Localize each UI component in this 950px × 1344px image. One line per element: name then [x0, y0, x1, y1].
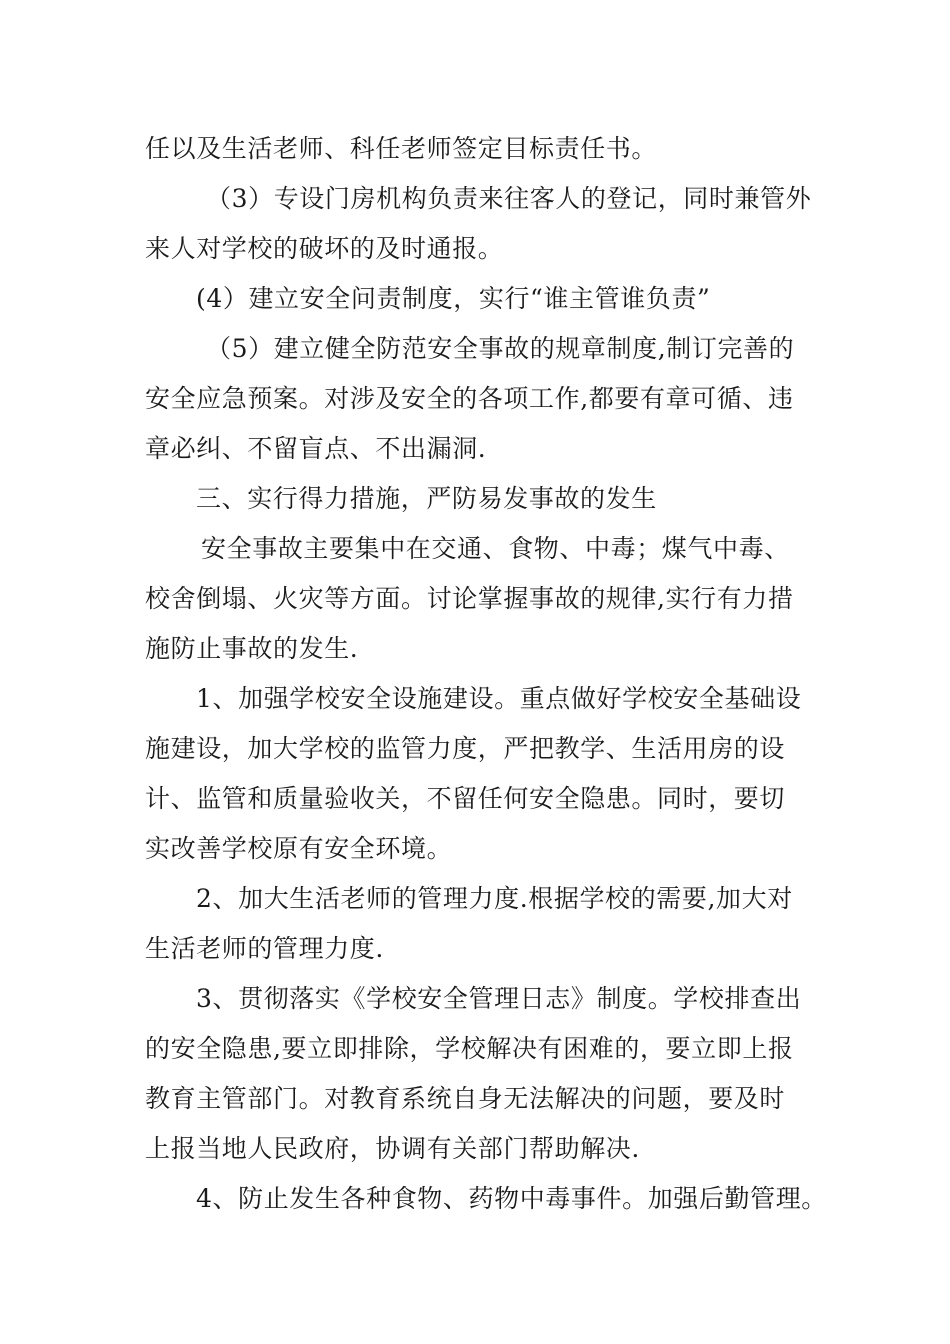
text-line: 1、加强学校安全设施建设。重点做好学校安全基础设: [196, 684, 802, 713]
text-line: 来人对学校的破坏的及时通报。: [145, 234, 504, 263]
text-line: 章必纠、不留盲点、不出漏洞.: [145, 434, 487, 463]
text-line: 安全事故主要集中在交通、食物、中毒；煤气中毒、: [201, 534, 790, 563]
text-line: 安全应急预案。对涉及安全的各项工作,都要有章可循、违: [145, 384, 794, 413]
text-line: 校舍倒塌、火灾等方面。讨论掌握事故的规律,实行有力措: [145, 584, 794, 613]
text-line: 计、监管和质量验收关，不留任何安全隐患。同时，要切: [145, 784, 786, 813]
text-line: 2、加大生活老师的管理力度.根据学校的需要,加大对: [196, 884, 793, 913]
text-line: 的安全隐患,要立即排除，学校解决有困难的，要立即上报: [145, 1034, 794, 1063]
text-line: 任以及生活老师、科任老师签定目标责任书。: [145, 134, 658, 163]
text-line: 上报当地人民政府，协调有关部门帮助解决.: [145, 1134, 640, 1163]
text-line: (4）建立安全问责制度，实行“谁主管谁负责”: [196, 284, 711, 313]
text-line: 教育主管部门。对教育系统自身无法解决的问题，要及时: [145, 1084, 786, 1113]
text-line: 4、防止发生各种食物、药物中毒事件。加强后勤管理。: [196, 1184, 827, 1213]
section-heading: 三、实行得力措施，严防易发事故的发生: [196, 484, 657, 513]
text-line: 施建设，加大学校的监管力度，严把教学、生活用房的设: [145, 734, 786, 763]
text-line: 实改善学校原有安全环境。: [145, 834, 453, 863]
text-line: （3）专设门房机构负责来往客人的登记，同时兼管外: [206, 184, 812, 213]
text-line: （5）建立健全防范安全事故的规章制度,制订完善的: [206, 334, 795, 363]
text-line: 生活老师的管理力度.: [145, 934, 384, 963]
text-line: 施防止事故的发生.: [145, 634, 359, 663]
text-line: 3、贯彻落实《学校安全管理日志》制度。学校排查出: [196, 984, 802, 1013]
